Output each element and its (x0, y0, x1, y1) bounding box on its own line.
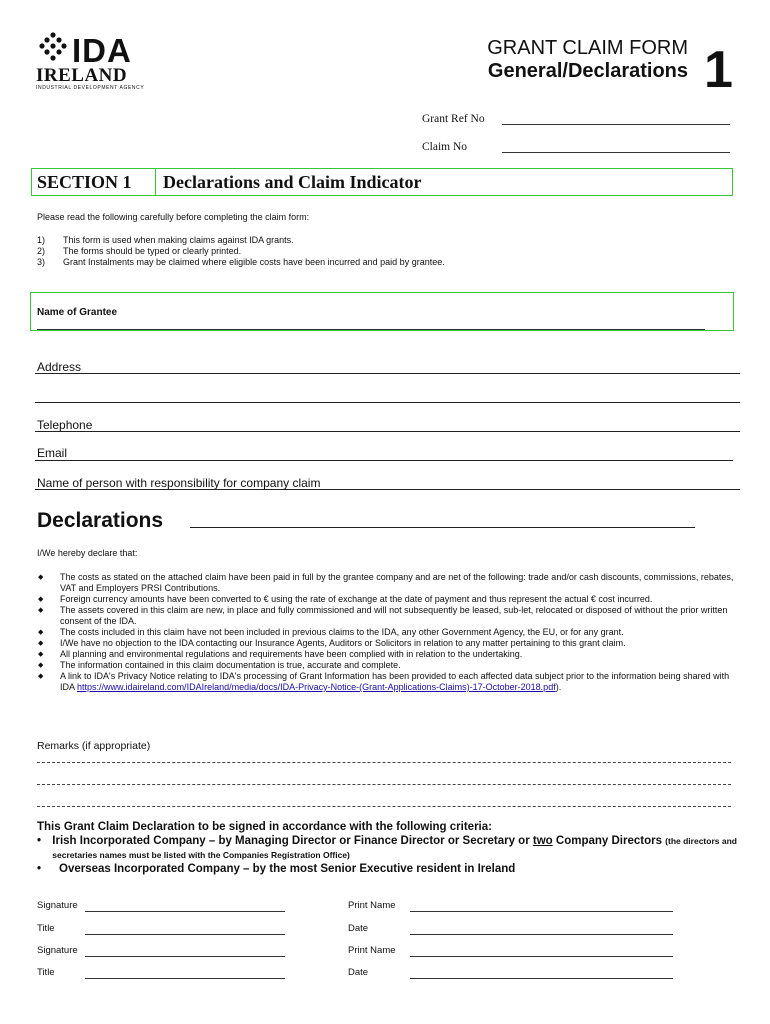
grant-ref-field[interactable] (502, 124, 730, 125)
form-subtitle: General/Declarations (487, 60, 688, 82)
list-item: ◆ The costs included in this claim have not been included in previous claims to the IDA, any other Government Agency, the EU, or for any grant. (38, 627, 624, 637)
telephone-label: Telephone (37, 418, 93, 432)
remarks-field-2[interactable] (37, 784, 731, 785)
list-item: 1) This form is used when making claims against IDA grants. (37, 235, 294, 245)
responsible-person-label: Name of person with responsibility for company claim (37, 476, 321, 490)
date-field-1[interactable] (410, 934, 673, 935)
list-item: 2) The forms should be typed or clearly printed. (37, 246, 242, 256)
address-field-1[interactable] (35, 373, 740, 374)
title-label-2: Title (37, 967, 55, 978)
list-item: ◆ All planning and environmental regulations and requirements have been complied with in relation to the undertaking. (38, 649, 523, 659)
list-item: ◆ Foreign currency amounts have been converted to € using the rate of exchange at the date of payment and thus represent the actual € cost incurred. (38, 594, 653, 604)
privacy-notice-link[interactable]: https://www.idaireland.com/IDAIreland/media/docs/IDA-Privacy-Notice-(Grant-Applications-Claims)-17-October-2018.pdf (77, 682, 556, 692)
declarations-intro: I/We hereby declare that: (37, 548, 138, 558)
signature-field-2[interactable] (85, 956, 285, 957)
list-item: ◆ The information contained in this claim documentation is true, accurate and complete. (38, 660, 401, 670)
date-label-2: Date (348, 967, 369, 978)
list-item: 3) Grant Instalments may be claimed where eligible costs have been incurred and paid by grantee. (37, 257, 445, 267)
signature-field-1[interactable] (85, 911, 285, 912)
criteria-heading: This Grant Claim Declaration to be signed in accordance with the following criteria: (37, 821, 492, 833)
form-number: 1 (704, 41, 733, 99)
print-name-label-1: Print Name (348, 900, 396, 911)
intro-text: Please read the following carefully before completing the claim form: (37, 212, 310, 222)
print-name-field-1[interactable] (410, 911, 673, 912)
ida-emblem-icon (38, 32, 68, 64)
grantee-box (30, 292, 734, 331)
logo-tagline: INDUSTRIAL DEVELOPMENT AGENCY (36, 85, 145, 91)
responsible-person-field[interactable] (35, 489, 740, 490)
logo-ida-text: IDA (72, 32, 132, 69)
form-title: GRANT CLAIM FORM (487, 37, 688, 59)
title-label-1: Title (37, 923, 55, 934)
list-item: • Overseas Incorporated Company – by the most Senior Executive resident in Ireland (37, 863, 516, 875)
instructions-list (37, 235, 717, 268)
list-item: ◆ The assets covered in this claim are new, in place and fully commissioned and will not subsequently be leased, sub-let, relocated or disposed of without the prior written consent of the IDA. (38, 605, 728, 626)
print-name-label-2: Print Name (348, 945, 396, 956)
declarations-heading: Declarations (37, 509, 164, 532)
declarations-underline (190, 527, 695, 528)
list-item: ◆ A link to IDA's Privacy Notice relating to IDA's processing of Grant Information has been provided to each affected data subject prior to the information being shared with IDA https://www.idaireland.com/IDAIreland/media/docs/IDA-Privacy-Notice-(Grant-Applications-Claims)-17-October-2018.pdf). (38, 671, 730, 692)
section-header (31, 168, 733, 196)
title-field-1[interactable] (85, 934, 285, 935)
ida-ireland-logo (36, 32, 148, 90)
logo-ireland-text: IRELAND (36, 65, 128, 86)
date-field-2[interactable] (410, 978, 673, 979)
email-field[interactable] (35, 460, 733, 461)
grantee-name-field[interactable] (37, 329, 705, 330)
section-title: Declarations and Claim Indicator (163, 172, 422, 192)
list-item: • Irish Incorporated Company – by Managing Director or Finance Director or Secretary or two Company Directors (the directors and secretaries names must be listed with the Companies Registration Office) (37, 835, 737, 860)
list-item: ◆ The costs as stated on the attached claim have been paid in full by the grantee company and are net of the following: trade and/or cash discounts, commissions, rebates, VAT and Employers PRSI Contributions. (38, 572, 734, 593)
signing-criteria (37, 820, 737, 876)
address-field-2[interactable] (35, 402, 740, 403)
print-name-field-2[interactable] (410, 956, 673, 957)
claim-no-field[interactable] (502, 152, 730, 153)
signature-label-2: Signature (37, 945, 78, 956)
section-number: SECTION 1 (32, 169, 156, 195)
signature-label-1: Signature (37, 900, 78, 911)
address-label: Address (37, 360, 82, 374)
remarks-field-3[interactable] (37, 806, 731, 807)
telephone-field[interactable] (35, 431, 740, 432)
claim-no-label: Claim No (422, 141, 468, 153)
title-field-2[interactable] (85, 978, 285, 979)
date-label-1: Date (348, 923, 369, 934)
email-label: Email (37, 446, 68, 460)
list-item: ◆ I/We have no objection to the IDA contacting our Insurance Agents, Auditors or Solicitors in relation to any matter pertaining to this grant claim. (38, 638, 626, 648)
grantee-label: Name of Grantee (37, 307, 118, 318)
declarations-list (37, 572, 737, 693)
remarks-field-1[interactable] (37, 762, 731, 763)
grant-ref-label: Grant Ref No (422, 113, 485, 125)
remarks-label: Remarks (if appropriate) (37, 740, 151, 752)
